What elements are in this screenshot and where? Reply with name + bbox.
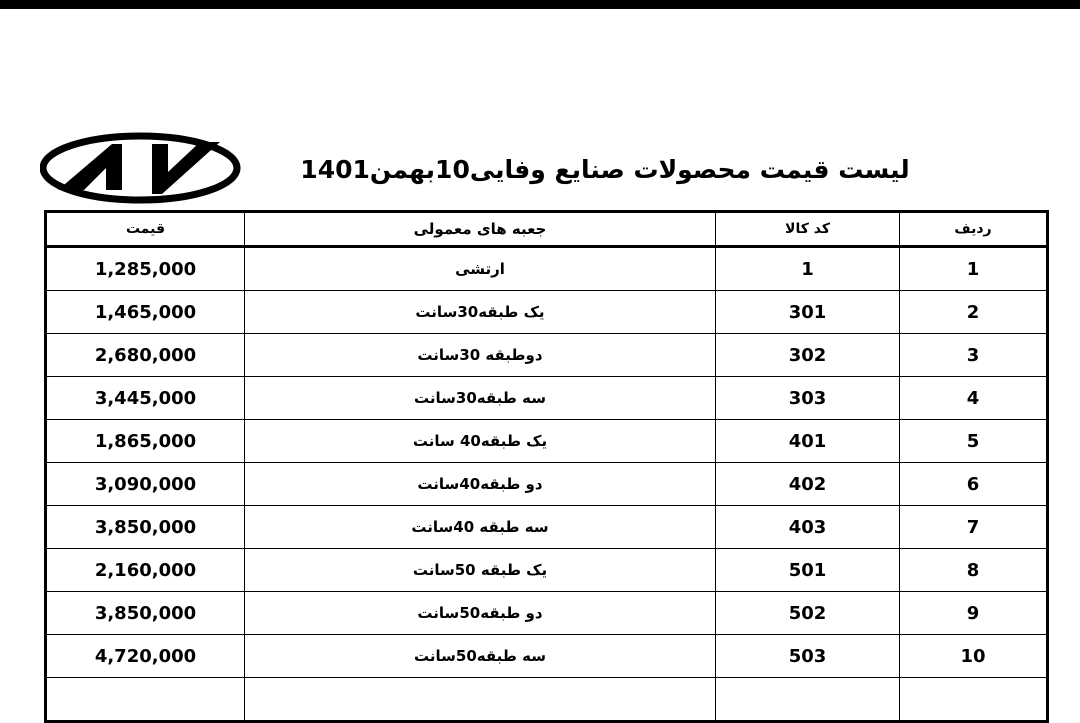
- description-cell: یک طبقه40 سانت: [245, 420, 716, 463]
- price-cell: 3,850,000: [46, 506, 245, 549]
- table-row: [46, 463, 1048, 506]
- price-cell: 1,465,000: [46, 291, 245, 334]
- price-cell: 2,680,000: [46, 334, 245, 377]
- header-price: قیمت: [46, 212, 245, 247]
- table-header-row: [46, 212, 1048, 247]
- code-cell: 501: [716, 549, 900, 592]
- header-description: جعبه های معمولی: [245, 212, 716, 247]
- price-cell: 1,285,000: [46, 247, 245, 291]
- price-cell: 4,720,000: [46, 635, 245, 678]
- row-number-cell: 3: [900, 334, 1048, 377]
- price-cell: 3,445,000: [46, 377, 245, 420]
- description-cell: دوطبقه 30سانت: [245, 334, 716, 377]
- price-cell: 3,090,000: [46, 463, 245, 506]
- price-cell: 2,160,000: [46, 549, 245, 592]
- company-logo: [40, 132, 244, 204]
- code-cell: 402: [716, 463, 900, 506]
- table-row: [46, 549, 1048, 592]
- table-row: [46, 291, 1048, 334]
- row-number-cell: 8: [900, 549, 1048, 592]
- row-number-cell: 9: [900, 592, 1048, 635]
- description-cell: سه طبقه30سانت: [245, 377, 716, 420]
- description-cell: یک طبقه 50سانت: [245, 549, 716, 592]
- code-cell: 401: [716, 420, 900, 463]
- code-cell: 302: [716, 334, 900, 377]
- code-cell: 403: [716, 506, 900, 549]
- table-row: [46, 592, 1048, 635]
- header-code: کد کالا: [716, 212, 900, 247]
- row-number-cell: 4: [900, 377, 1048, 420]
- empty-cell: [245, 678, 716, 722]
- row-number-cell: 6: [900, 463, 1048, 506]
- table-row: [46, 377, 1048, 420]
- table-row: [46, 506, 1048, 549]
- price-cell: 3,850,000: [46, 592, 245, 635]
- row-number-cell: 2: [900, 291, 1048, 334]
- description-cell: دو طبقه50سانت: [245, 592, 716, 635]
- empty-cell: [900, 678, 1048, 722]
- header-row-number: ردیف: [900, 212, 1048, 247]
- table-row: [46, 420, 1048, 463]
- document-title: لیست قیمت محصولات صنایع وفایی10بهمن1401: [300, 155, 910, 184]
- price-table: [44, 210, 1049, 723]
- empty-cell: [716, 678, 900, 722]
- description-cell: یک طبقه30سانت: [245, 291, 716, 334]
- row-number-cell: 10: [900, 635, 1048, 678]
- code-cell: 303: [716, 377, 900, 420]
- table-row: [46, 635, 1048, 678]
- code-cell: 503: [716, 635, 900, 678]
- code-cell: 502: [716, 592, 900, 635]
- table-row: [46, 334, 1048, 377]
- row-number-cell: 7: [900, 506, 1048, 549]
- table-row: [46, 247, 1048, 291]
- top-bar: [0, 0, 1080, 9]
- empty-cell: [46, 678, 245, 722]
- code-cell: 1: [716, 247, 900, 291]
- description-cell: سه طبقه 40سانت: [245, 506, 716, 549]
- price-cell: 1,865,000: [46, 420, 245, 463]
- description-cell: ارتشی: [245, 247, 716, 291]
- description-cell: سه طبقه50سانت: [245, 635, 716, 678]
- code-cell: 301: [716, 291, 900, 334]
- description-cell: دو طبقه40سانت: [245, 463, 716, 506]
- row-number-cell: 5: [900, 420, 1048, 463]
- row-number-cell: 1: [900, 247, 1048, 291]
- table-row-continuation: [46, 678, 1048, 722]
